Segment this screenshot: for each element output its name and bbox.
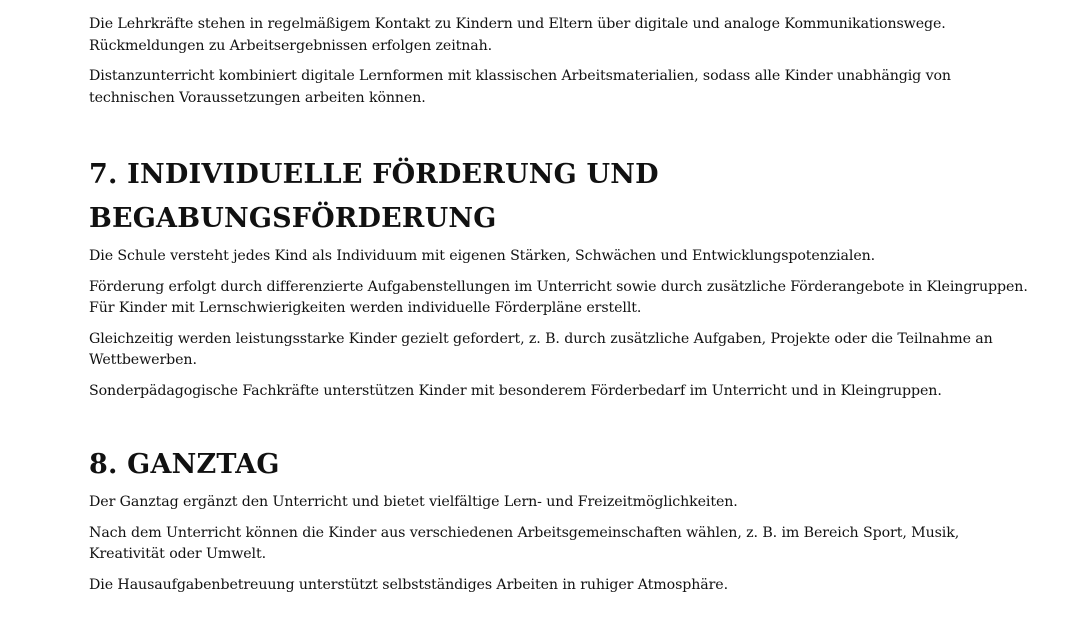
paragraph-ganztag-intro: Der Ganztag ergänzt den Unterricht und bietet vielfältige Lern- und Freizeitmöglichkeiten. (89, 494, 738, 510)
paragraph-working-groups: Nach dem Unterricht können die Kinder aus verschiedenen Arbeitsgemeinschaften wählen, z. B. im Bereich Sport, Musik, Kreativität oder Umwelt. (89, 524, 960, 562)
paragraph-homework: Die Hausaufgabenbetreuung unterstützt selbstständiges Arbeiten in ruhiger Atmosphäre. (89, 576, 729, 593)
paragraph-differentiation: Förderung erfolgt durch differenzierte Aufgabenstellungen im Unterricht sowie durch zusätzliche Förderangebote in Kleingruppen. Für Kinder mit Lernschwierigkeiten werden individuelle Förderpläne erstellt. (89, 278, 1028, 316)
paragraph-communication: Die Lehrkräfte stehen in regelmäßigem Kontakt zu Kindern und Eltern über digitale und analoge Kommunikationswege. Rückmeldungen zu Arbeitsergebnissen erfolgen zeitnah. (89, 16, 946, 54)
section-spacer (89, 118, 1029, 153)
paragraph-distance-learning: Distanzunterricht kombiniert digitale Lernformen mit klassischen Arbeitsmaterialien, sodass alle Kinder unabhängig von technischen Voraussetzungen arbeiten können. (89, 68, 951, 106)
paragraph-gifted: Gleichzeitig werden leistungsstarke Kinder gezielt gefordert, z. B. durch zusätzliche Aufgaben, Projekte oder die Teilnahme an Wettbewerben. (89, 330, 993, 368)
paragraph-special-needs: Sonderpädagogische Fachkräfte unterstützen Kinder mit besonderem Förderbedarf im Unterricht und in Kleingruppen. (89, 382, 942, 399)
paragraph-individual: Die Schule versteht jedes Kind als Individuum mit eigenen Stärken, Schwächen und Entwicklungspotenzialen. (89, 248, 876, 264)
section-spacer (89, 411, 1029, 443)
section-7-heading: 7. INDIVIDUELLE FÖRDERUNG UND BEGABUNGSFÖRDERUNG (89, 159, 659, 234)
section-8-heading: 8. GANZTAG (89, 449, 280, 480)
document-body (89, 14, 1029, 605)
